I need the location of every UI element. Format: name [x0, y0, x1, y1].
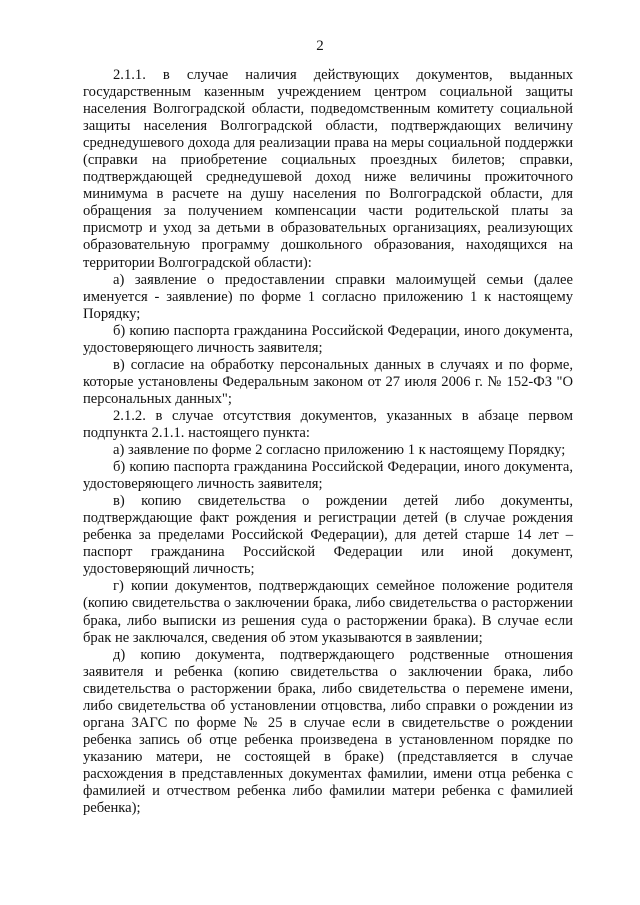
paragraph-2-1-2: 2.1.2. в случае отсутствия документов, указанных в абзаце первом подпункта 2.1.1. настоящего пункта:	[83, 407, 573, 441]
list-item-a-application-form-2: а) заявление по форме 2 согласно приложению 1 к настоящему Порядку;	[113, 442, 566, 459]
paragraph-2-1-1: 2.1.1. в случае наличия действующих документов, выданных государственным казенным учреждением центром социальной защиты населения Волгоградской области, подведомственным комитету социальной защиты населения Волгоградской области, подтверждающих величину среднедушевого дохода для реализации права на меры социальной поддержки (справки на приобретение социальных проездных билетов; справки, подтверждающей среднедушевой доход ниже величины прожиточного минимума в расчете на душу населения по Волгоградской области, для обращения за получением компенсации части родительской платы за присмотр и уход за детьми в образовательных организациях, реализующих образовательную программу дошкольного образования, находящихся на территории Волгоградской области):	[83, 67, 573, 271]
list-item-v-consent: в) согласие на обработку персональных данных в случаях и по форме, которые установлены Федеральным законом от 27 июля 2006 г. № 152-ФЗ "О персональных данных";	[83, 356, 573, 407]
list-item-d-kinship-document: д) копию документа, подтверждающего родственные отношения заявителя и ребенка (копию свидетельства о заключении брака, либо свидетельства о расторжении брака, либо свидетельства о перемене имени, либо свидетельства об установлении отцовства, либо справки о рождении из органа ЗАГС по форме № 25 в случае если в свидетельстве о рождении ребенка запись об отце ребенка произведена в установленном порядке по указанию матери, не состоящей в браке) (представляется в случае расхождения в представленных документах фамилии, имени отца ребенка с фамилией и отчеством ребенка либо фамилии матери ребенка с фамилией ребенка);	[83, 646, 573, 817]
page-number: 2	[316, 38, 324, 54]
list-item-a-application: а) заявление о предоставлении справки малоимущей семьи (далее именуется - заявление) по форме 1 согласно приложению 1 к настоящему Порядку;	[83, 271, 573, 322]
list-item-v-birth-certificate: в) копию свидетельства о рождении детей либо документы, подтверждающие факт рождения и регистрации детей (в случае рождения ребенка за пределами Российской Федерации), для детей старше 14 лет – паспорт гражданина Российской Федерации или иной документ, удостоверяющий личность;	[83, 493, 573, 578]
list-item-g-marital-status: г) копии документов, подтверждающих семейное положение родителя (копию свидетельства о заключении брака, либо свидетельства о расторжении брака, либо выписки из решения суда о расторжении брака). В случае если брак не заключался, сведения об этом указываются в заявлении;	[83, 578, 573, 646]
list-item-b-passport-copy: б) копию паспорта гражданина Российской Федерации, иного документа, удостоверяющего личность заявителя;	[83, 459, 573, 493]
document-body	[83, 67, 573, 817]
list-item-b-passport: б) копию паспорта гражданина Российской Федерации, иного документа, удостоверяющего личность заявителя;	[83, 322, 573, 356]
